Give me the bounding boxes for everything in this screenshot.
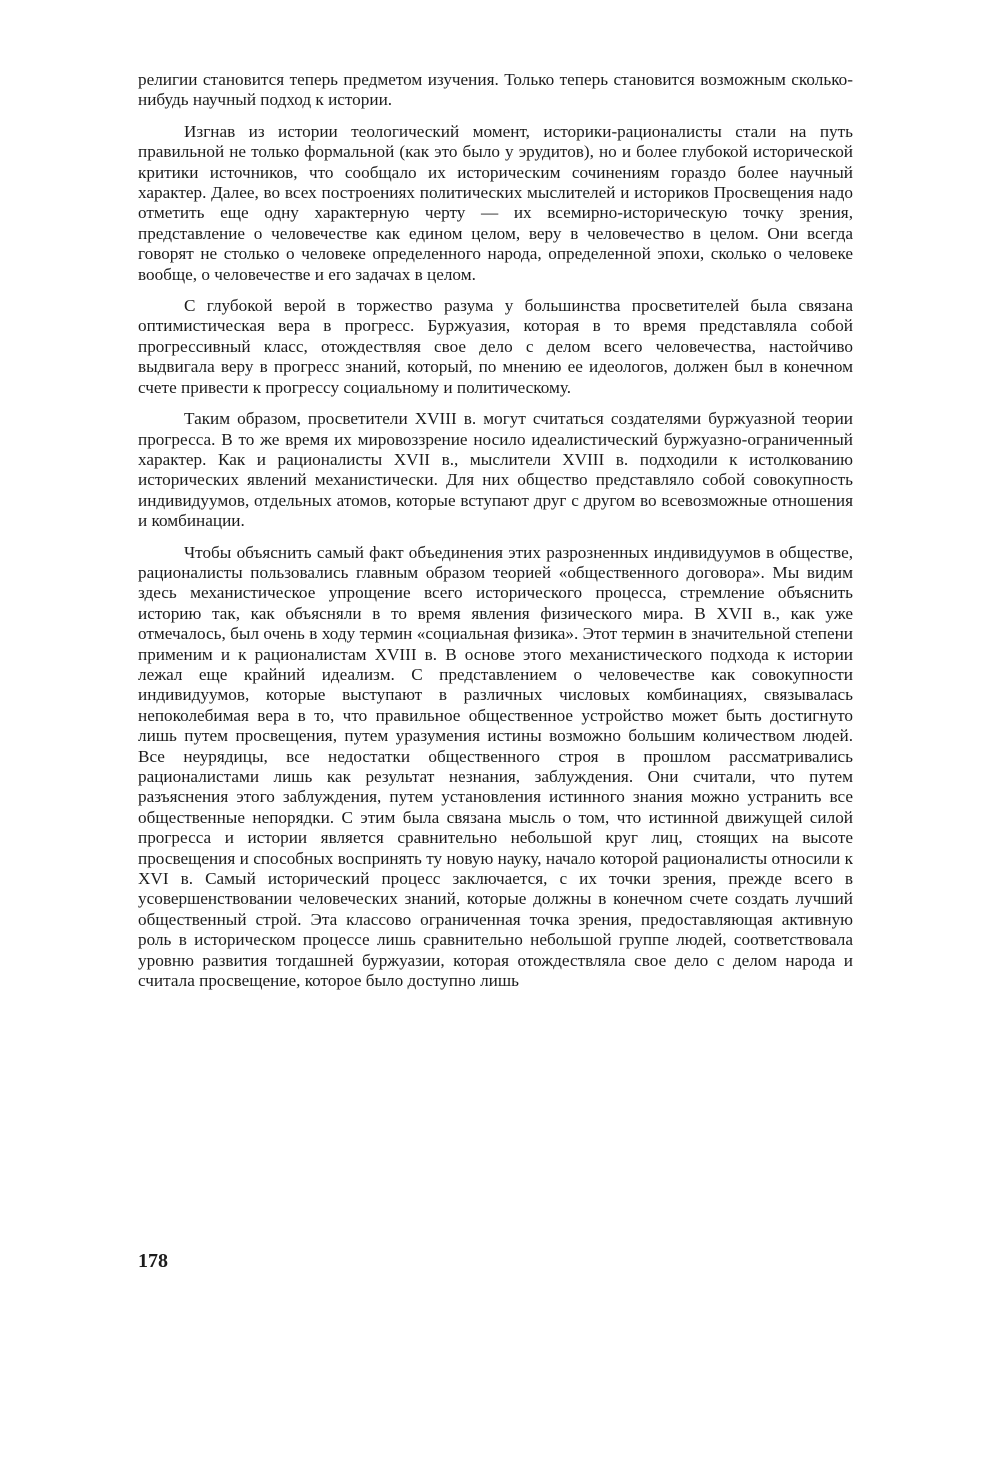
paragraph-2: Изгнав из истории теологический момент, историки-рационалисты стали на путь правильной не только формальной (как это было у эрудитов), но и более глубокой исторической критики источников, что сообщало их историческим сочинениям гораздо более научный характер. Далее, во всех построениях политических мыслителей и историков Просвещения надо отметить еще одну характерную черту — их всемирно-историческую точку зрения, представление о человечестве как едином целом, веру в человечество в целом. Они всегда говорят не столько о человеке определенного народа, определенной эпохи, сколько о человеке вообще, о человечестве и его задачах в целом. — [138, 121, 853, 284]
paragraph-1: религии становится теперь предметом изучения. Только теперь становится возможным сколько-нибудь научный подход к истории. — [138, 70, 853, 110]
paragraph-4: Таким образом, просветители XVIII в. могут считаться создателями буржуазной теории прогресса. В то же время их мировоззрение носило идеалистический буржуазно-ограниченный характер. Как и рационалисты XVII в., мыслители XVIII в. подходили к истолкованию исторических явлений механистически. Для них общество представляло собой совокупность индивидуумов, отдельных атомов, которые вступают друг с другом во всевозможные отношения и комбинации. — [138, 409, 853, 531]
paragraph-3: С глубокой верой в торжество разума у большинства просветителей была связана оптимистическая вера в прогресс. Буржуазия, которая в то время представляла собой прогрессивный класс, отождествляя свое дело с делом всего человечества, настойчиво выдвигала веру в прогресс знаний, который, по мнению ее идеологов, должен был в конечном счете привести к прогрессу социальному и политическому. — [138, 296, 853, 397]
paragraph-5: Чтобы объяснить самый факт объединения этих разрозненных индивидуумов в обществе, рационалисты пользовались главным образом теорией «общественного договора». Мы видим здесь механистическое упрощение всего исторического процесса, стремление объяснить историю так, как объясняли в то время явления физического мира. В XVII в., как уже отмечалось, был очень в ходу термин «социальная физика». Этот термин в значительной степени применим и к рационалистам XVIII в. В основе этого механистического подхода к истории лежал еще крайний идеализм. С представлением о человечестве как совокупности индивидуумов, которые выступают в различных числовых комбинациях, связывалась непоколебимая вера в то, что правильное общественное устройство может быть достигнуто лишь путем просвещения, путем уразумения истины возможно большим количеством людей. Все неурядицы, все недостатки общественного строя в прошлом рассматривались рационалистами лишь как результат незнания, заблуждения. Они считали, что путем разъяснения этого заблуждения, путем установления истинного знания можно устранить все общественные непорядки. С этим была связана мысль о том, что истинной движущей силой прогресса и истории является сравнительно небольшой круг лиц, стоящих на высоте просвещения и способных воспринять ту новую науку, начало которой рационалисты относили к XVI в. Самый исторический процесс заключается, с их точки зрения, прежде всего в усовершенствовании человеческих знаний, которые должны в конечном счете создать лучший общественный строй. Эта классово ограниченная точка зрения, предоставляющая активную роль в историческом процессе лишь сравнительно небольшой группе людей, соответствовала уровню развития тогдашней буржуазии, которая отождествляла свое дело с делом народа и считала просвещение, которое было доступно лишь — [138, 542, 853, 991]
page-body — [138, 70, 853, 1002]
page-number: 178 — [138, 1250, 168, 1272]
